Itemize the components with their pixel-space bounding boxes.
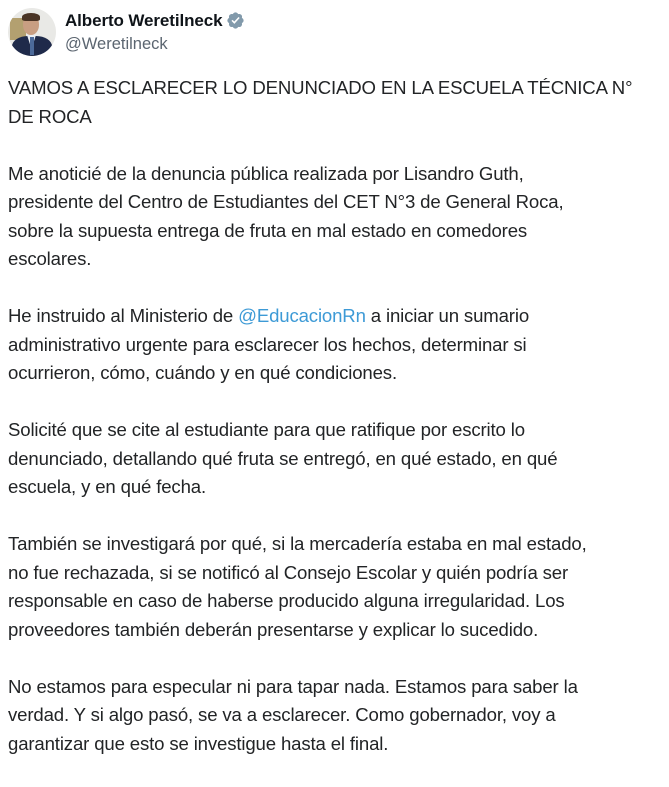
text-line: VAMOS A ESCLARECER LO DENUNCIADO EN LA ESCUELA TÉCNICA N° [8, 77, 633, 98]
author-identity [65, 10, 245, 55]
mention-link[interactable]: @EducacionRn [238, 305, 366, 326]
author-handle[interactable]: @Weretilneck [65, 34, 168, 53]
text-segment: a iniciar un sumario [365, 305, 530, 326]
name-row [65, 10, 245, 32]
text-line: no fue rechazada, si se notificó al Consejo Escolar y quién podría ser [8, 561, 569, 583]
paragraph-1 [8, 160, 669, 274]
text-line: No estamos para especular ni para tapar nada. Estamos para saber la [8, 675, 578, 697]
text-line [8, 302, 669, 331]
text-line: DE ROCA [8, 105, 92, 127]
text-segment: He instruido al Ministerio de [8, 305, 239, 326]
text-line: Solicité que se cite al estudiante para que ratifique por escrito lo [8, 419, 525, 440]
text-line: También se investigará por qué, si la mercadería estaba en mal estado, [8, 533, 587, 554]
author-display-name[interactable]: Alberto Weretilneck [65, 10, 223, 30]
tweet-text [8, 74, 669, 787]
paragraph-4 [8, 530, 669, 644]
verified-badge-icon[interactable] [226, 11, 245, 30]
avatar-hair [22, 13, 40, 21]
text-line: escuela, y en qué fecha. [8, 476, 206, 497]
tweet-title [8, 74, 669, 131]
text-line: ocurrieron, cómo, cuándo y en qué condiciones. [8, 362, 397, 383]
text-line: responsable en caso de haberse producido alguna irregularidad. Los [8, 590, 565, 611]
text-line: escolares. [8, 248, 92, 269]
text-line: administrativo urgente para esclarecer los hechos, determinar si [8, 333, 527, 355]
text-line: presidente del Centro de Estudiantes del CET N°3 de General Roca, [8, 191, 564, 212]
text-line: denunciado, detallando qué fruta se entregó, en qué estado, en qué [8, 447, 558, 469]
tweet-header [8, 8, 245, 56]
text-line: garantizar que esto se investigue hasta el final. [8, 732, 389, 754]
text-line: sobre la supuesta entrega de fruta en mal estado en comedores [8, 219, 528, 241]
paragraph-3 [8, 416, 669, 502]
paragraph-2 [8, 302, 669, 388]
text-line: proveedores también deberán presentarse y explicar lo sucedido. [8, 618, 539, 640]
paragraph-5 [8, 673, 669, 759]
avatar-tie [30, 37, 34, 55]
text-line: Me anoticié de la denuncia pública realizada por Lisandro Guth, [8, 162, 524, 184]
text-line: verdad. Y si algo pasó, se va a esclarecer. Como gobernador, voy a [8, 704, 556, 725]
avatar[interactable] [8, 8, 56, 56]
